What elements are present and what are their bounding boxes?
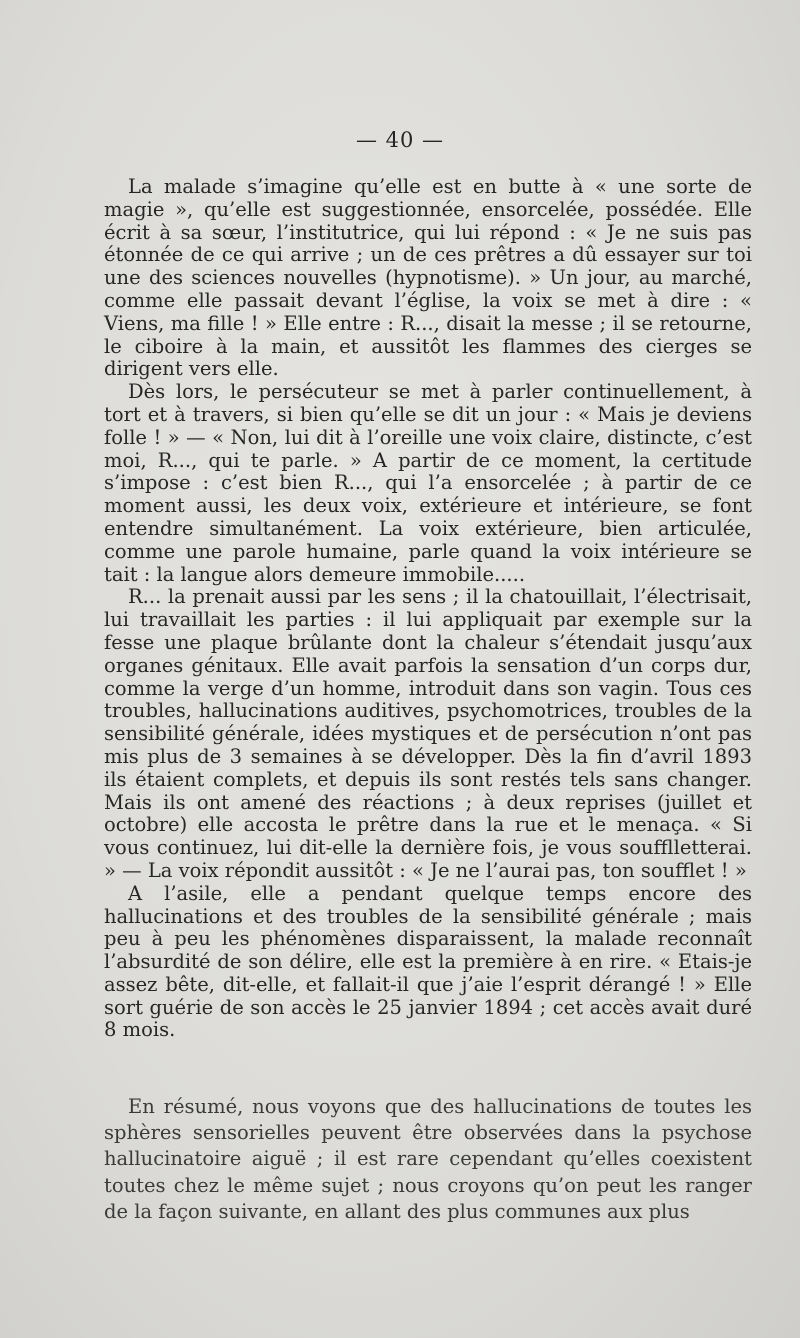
paragraph-senses: R... la prenait aussi par les sens ; il la chatouillait, l’électrisait, lui travaillait les parties : il lui appliquait par exemple sur la fesse une plaque brûlante dont la chaleur s’étendait jusqu’aux organes génitaux. Elle avait parfois la sensation d’un corps dur, comme la verge d’un homme, introduit dans son vagin. Tous ces troubles, hallucinations auditives, psychomotrices, troubles de la sensibilité générale, idées mystiques et de persécution n’ont pas mis plus de 3 semaines à se développer. Dès la fin d’avril 1893 ils étaient complets, et depuis ils sont restés tels sans changer. Mais ils ont amené des réactions ; à deux reprises (juillet et octobre) elle accosta le prêtre dans la rue et le menaça. « Si vous continuez, lui dit-elle la dernière fois, je vous soufflletterai. » — La voix répondit aussitôt : « Je ne l’aurai pas, ton soufflet ! » — [104, 585, 752, 882]
case-text — [104, 176, 752, 1042]
page-number: — 40 — — [355, 128, 445, 152]
summary-text — [104, 1094, 752, 1225]
paragraph-asylum: A l’asile, elle a pendant quelque temps encore des hallucinations et des troubles de la sensibilité générale ; mais peu à peu les phénomènes disparaissent, la malade reconnaît l’absurdité de son délire, elle est la première à en rire. « Etais-je assez bête, dit-elle, et fallait-il que j’aie l’esprit dérangé ! » Elle sort guérie de son accès le 25 janvier 1894 ; cet accès avait duré 8 mois. — [104, 881, 752, 1042]
paragraph-magic: La malade s’imagine qu’elle est en butte à « une sorte de magie », qu’elle est suggestionnée, ensorcelée, possédée. Elle écrit à sa sœur, l’institutrice, qui lui répond : « Je ne suis pas étonnée de ce qui arrive ; un de ces prêtres a dû essayer sur toi une des sciences nouvelles (hypnotisme). » Un jour, au marché, comme elle passait devant l’église, la voix se met à dire : « Viens, ma fille ! » Elle entre : R..., disait la messe ; il se retourne, le ciboire à la main, et aussitôt les flammes des cierges se dirigent vers elle. — [104, 175, 752, 381]
paragraph-persecutor: Dès lors, le persécuteur se met à parler continuellement, à tort et à travers, si bien qu’elle se dit un jour : « Mais je deviens folle ! » — « Non, lui dit à l’oreille une voix claire, distincte, c’est moi, R..., qui te parle. » A partir de ce moment, la certitude s’impose : c’est bien R..., qui l’a ensorcelée ; à partir de ce moment aussi, les deux voix, extérieure et intérieure, se font entendre simultanément. La voix extérieure, bien articulée, comme une parole humaine, parle quand la voix intérieure se tait : la langue alors demeure immobile..... — [104, 380, 752, 586]
paragraph-summary: En résumé, nous voyons que des hallucinations de toutes les sphères sensorielles peuvent être observées dans la psychose hallucinatoire aiguë ; il est rare cependant qu’elles coexistent toutes chez le même sujet ; nous croyons qu’on peut les ranger de la façon suivante, en allant des plus communes aux plus — [104, 1095, 752, 1223]
